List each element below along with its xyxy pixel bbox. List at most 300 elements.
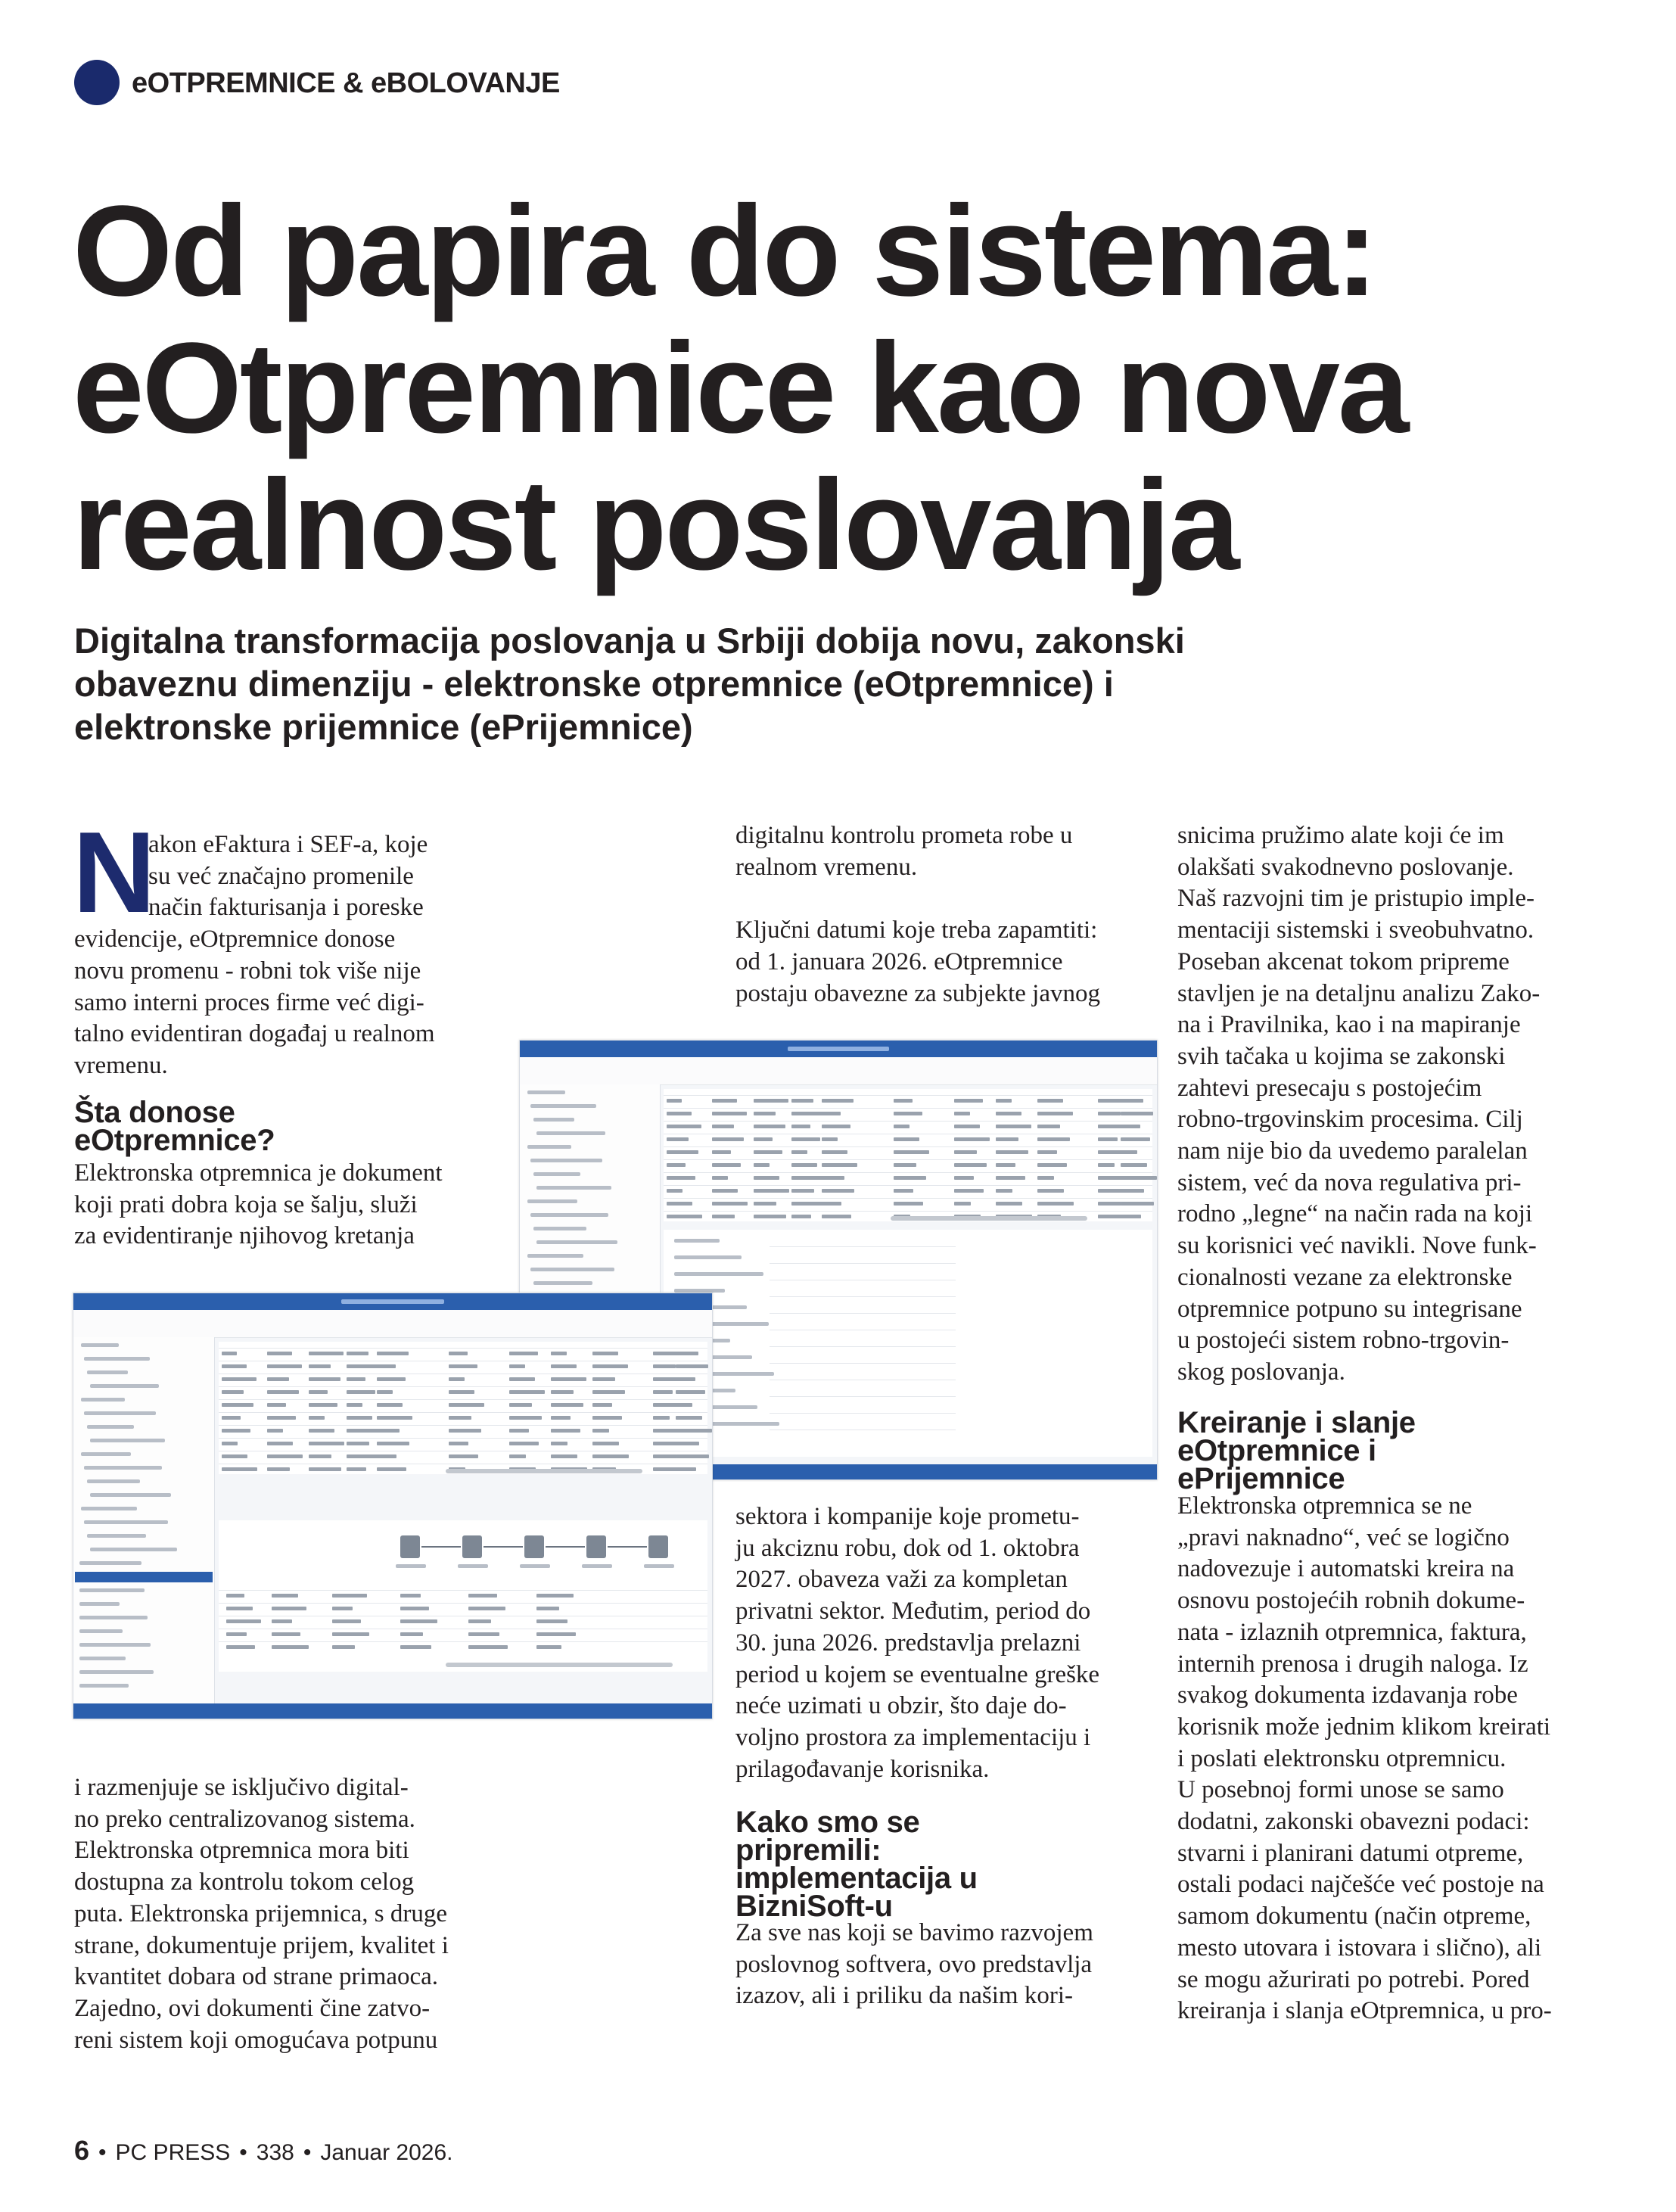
grid-cell	[1121, 1137, 1150, 1141]
grid-cell	[468, 1607, 505, 1610]
body-line: olakšati svakodnevno poslovanje.	[1177, 853, 1514, 881]
window-statusbar	[73, 1703, 712, 1719]
grid-cell	[509, 1416, 542, 1420]
body-line: otpremnice potpuno su integrisane	[1177, 1295, 1522, 1323]
grid-cell	[272, 1594, 298, 1598]
grid-cell	[954, 1202, 971, 1206]
grid-cell	[1098, 1137, 1118, 1141]
grid-cell	[712, 1176, 728, 1180]
body-line: od 1. januara 2026. eOtpremnice	[735, 947, 1063, 975]
sidebar-item	[90, 1384, 159, 1388]
body-line: Za sve nas koji se bavimo razvojem	[735, 1919, 1093, 1946]
flow-step-icon	[524, 1535, 544, 1558]
grid-cell	[954, 1163, 987, 1167]
form-field-line	[770, 1313, 956, 1314]
window-toolbar	[73, 1324, 712, 1338]
grid-cell	[1121, 1189, 1144, 1193]
grid-cell	[449, 1352, 468, 1355]
grid-cell	[222, 1390, 244, 1394]
grid-cell	[712, 1215, 735, 1218]
grid-cell	[309, 1377, 340, 1381]
body-line: dostupna za kontrolu tokom celog	[74, 1868, 415, 1896]
body-line: strane, dokumentuje prijem, kvalitet i	[74, 1931, 449, 1959]
window-toolbar	[73, 1310, 712, 1324]
grid-cell	[509, 1442, 539, 1445]
sidebar-item	[530, 1159, 602, 1162]
grid-cell	[791, 1137, 820, 1141]
grid-cell	[676, 1467, 696, 1471]
grid-cell	[449, 1364, 477, 1368]
grid-cell	[377, 1364, 396, 1368]
body-line: poslovnog softvera, ovo predstavlja	[735, 1950, 1093, 1978]
grid-cell	[592, 1403, 612, 1407]
grid-cell	[1037, 1163, 1067, 1167]
grid-cell	[267, 1467, 290, 1471]
grid-cell	[791, 1189, 814, 1193]
grid-cell	[449, 1454, 478, 1458]
grid-cell	[754, 1150, 782, 1154]
section-label: eOTPREMNICE & eBOLOVANJE	[132, 67, 560, 99]
grid-cell	[1121, 1202, 1154, 1206]
grid-cell	[509, 1429, 529, 1433]
grid-cell	[509, 1403, 532, 1407]
body-line: snicima pružimo alate koji će im	[1177, 822, 1504, 849]
grid-cell	[449, 1403, 484, 1407]
body-line: zahtevi presecaju s postojećim	[1177, 1074, 1482, 1102]
grid-cell	[667, 1215, 702, 1218]
column-1-intro	[74, 829, 475, 1082]
grid-cell	[1037, 1176, 1054, 1180]
grid-cell	[653, 1454, 676, 1458]
grid-cell	[309, 1442, 344, 1445]
sidebar-item	[79, 1588, 145, 1592]
grid-cell	[449, 1390, 474, 1394]
body-line: ju akciznu robu, dok od 1. oktobra	[735, 1534, 1080, 1562]
grid-cell	[222, 1467, 257, 1471]
title-line: Od papira do sistema:	[73, 179, 1376, 323]
grid-row-line	[664, 1172, 1152, 1173]
column-1-body	[74, 1158, 483, 1252]
body-line: za evidentiranje njihovog kretanja	[74, 1222, 415, 1250]
grid-cell	[667, 1176, 695, 1180]
body-line: privatni sektor. Međutim, period do	[735, 1598, 1091, 1626]
sidebar-item	[84, 1466, 162, 1470]
grid-cell	[309, 1454, 331, 1458]
sidebar-item	[87, 1370, 128, 1374]
body-line: se mogu ažurirati po potrebi. Pored	[1177, 1965, 1530, 1993]
body-line: skog poslovanja.	[1177, 1358, 1345, 1386]
section-dot-icon	[74, 60, 120, 105]
grid-cell	[377, 1352, 409, 1355]
body-line: postaju obavezne za subjekte javnog	[735, 979, 1100, 1007]
body-line: evidencije, eOtpremnice donose	[74, 926, 396, 954]
grid-cell	[267, 1442, 293, 1445]
grid-cell	[676, 1352, 698, 1355]
grid-cell	[754, 1125, 785, 1128]
grid-row-line	[664, 1121, 1152, 1122]
grid-cell	[1037, 1202, 1074, 1206]
sidebar-item	[533, 1227, 586, 1230]
body-line: internih prenosa i drugih naloga. Iz	[1177, 1650, 1528, 1678]
grid-cell	[791, 1099, 813, 1103]
grid-cell	[509, 1377, 535, 1381]
grid-cell	[791, 1163, 817, 1167]
grid-cell	[347, 1377, 365, 1381]
heading-line: BizniSoft-u	[735, 1890, 893, 1923]
grid-cell	[347, 1467, 366, 1471]
grid-cell	[592, 1390, 625, 1394]
grid-cell	[894, 1137, 919, 1141]
grid-cell	[400, 1594, 421, 1598]
grid-cell	[309, 1416, 325, 1420]
body-line: i razmenjuje se isključivo digital-	[74, 1774, 409, 1801]
grid-cell	[377, 1454, 396, 1458]
body-line: prilagođavanje korisnika.	[735, 1755, 990, 1783]
sidebar-item	[79, 1616, 148, 1619]
form-field-line	[770, 1413, 956, 1414]
deck-line: elektronske prijemnice (ePrijemnice)	[74, 707, 693, 747]
grid-cell	[400, 1632, 423, 1636]
body-line: izazov, ali i priliku da našim kori-	[735, 1982, 1073, 2010]
flow-connector	[421, 1546, 461, 1548]
grid-row-line	[219, 1603, 707, 1604]
body-line: svakog dokumenta izdavanja robe	[1177, 1682, 1518, 1710]
grid-cell	[226, 1645, 255, 1649]
grid-cell	[272, 1619, 292, 1623]
body-line: sistem, već da nova regulativa pri-	[1177, 1168, 1522, 1196]
documents-grid	[664, 1089, 1152, 1221]
grid-cell	[332, 1645, 355, 1649]
grid-cell	[754, 1202, 776, 1206]
grid-cell	[667, 1163, 686, 1167]
column-1-bottom	[74, 1772, 483, 2056]
article-deck	[74, 619, 1587, 748]
grid-cell	[1098, 1112, 1121, 1115]
grid-cell	[509, 1352, 538, 1355]
grid-cell	[1037, 1189, 1064, 1193]
grid-cell	[226, 1619, 261, 1623]
grid-cell	[996, 1176, 1025, 1180]
heading-line: eOtpremnice i	[1177, 1434, 1376, 1467]
body-line: robno-trgovinskim procesima. Cilj	[1177, 1106, 1523, 1134]
body-line: kvantitet dobara od strane primaoca.	[74, 1963, 439, 1991]
grid-row-line	[219, 1641, 707, 1642]
flow-connector	[484, 1546, 523, 1548]
grid-cell	[791, 1202, 824, 1206]
flow-step-icon	[586, 1535, 606, 1558]
form-label	[674, 1255, 742, 1259]
grid-cell	[791, 1125, 810, 1128]
body-line: dodatni, zakonski obavezni podaci:	[1177, 1808, 1530, 1836]
grid-cell	[332, 1619, 361, 1623]
sidebar-item	[84, 1357, 150, 1361]
body-line: nadovezuje i automatski kreira na	[1177, 1555, 1515, 1583]
grid-cell	[676, 1364, 708, 1368]
grid-cell	[551, 1442, 567, 1445]
grid-cell	[400, 1607, 429, 1610]
grid-cell	[1098, 1202, 1121, 1206]
grid-cell	[267, 1377, 289, 1381]
sidebar-item	[81, 1398, 125, 1402]
sidebar-item	[536, 1131, 605, 1135]
body-line: kreiranja i slanja eOtpremnica, u pro-	[1177, 1997, 1552, 2025]
form-field-line	[770, 1263, 956, 1264]
grid-cell	[791, 1150, 807, 1154]
grid-cell	[822, 1150, 847, 1154]
grid-cell	[996, 1202, 1022, 1206]
grid-cell	[267, 1364, 302, 1368]
drop-cap: N	[73, 828, 156, 917]
body-line: nata - izlaznih otpremnica, faktura,	[1177, 1618, 1527, 1646]
heading-line: ePrijemnice	[1177, 1462, 1345, 1495]
grid-cell	[347, 1442, 369, 1445]
grid-cell	[1037, 1137, 1070, 1141]
grid-cell	[377, 1442, 409, 1445]
grid-cell	[667, 1099, 682, 1103]
grid-cell	[1037, 1125, 1060, 1128]
grid-cell	[332, 1607, 353, 1610]
grid-cell	[347, 1390, 375, 1394]
horizontal-scrollbar	[891, 1216, 1087, 1221]
grid-cell	[712, 1163, 741, 1167]
sidebar-item	[530, 1104, 596, 1108]
body-line: vremenu.	[74, 1051, 168, 1079]
grid-cell	[1121, 1215, 1141, 1218]
grid-cell	[996, 1125, 1031, 1128]
grid-cell	[222, 1454, 247, 1458]
grid-cell	[676, 1390, 705, 1394]
form-field-line	[770, 1396, 956, 1397]
grid-cell	[894, 1189, 913, 1193]
sidebar-item	[79, 1684, 129, 1688]
grid-cell	[309, 1429, 334, 1433]
grid-cell	[592, 1364, 628, 1368]
sidebar-item	[90, 1493, 171, 1497]
grid-cell	[309, 1390, 328, 1394]
grid-cell	[400, 1619, 437, 1623]
document-flow-panel	[219, 1520, 707, 1672]
body-line: svih tačaka u kojima se zakonski	[1177, 1042, 1506, 1070]
grid-cell	[954, 1112, 970, 1115]
heading-line: pripremili:	[735, 1834, 882, 1867]
page-footer: 6 • PC PRESS • 338 • Januar 2026.	[74, 2135, 453, 2166]
grid-row-line	[219, 1399, 707, 1400]
grid-cell	[309, 1403, 337, 1407]
sidebar-item	[84, 1411, 156, 1415]
body-line: stavljen je na detaljnu analizu Zako-	[1177, 979, 1541, 1007]
grid-cell	[1121, 1163, 1147, 1167]
grid-cell	[822, 1099, 854, 1103]
body-line: reni sistem koji omogućava potpunu	[74, 2026, 438, 2054]
grid-cell	[996, 1189, 1012, 1193]
body-line: samo interni proces firme već digi-	[74, 988, 424, 1016]
body-line: period u kojem se eventualne greške	[735, 1660, 1100, 1688]
title-line: realnost poslovanja	[73, 453, 1238, 597]
grid-cell	[377, 1429, 400, 1433]
grid-cell	[822, 1176, 844, 1180]
grid-cell	[551, 1454, 577, 1458]
grid-cell	[309, 1467, 341, 1471]
grid-cell	[754, 1176, 779, 1180]
grid-cell	[1121, 1176, 1157, 1180]
documents-grid	[219, 1342, 707, 1474]
sidebar-item	[533, 1118, 574, 1122]
grid-cell	[267, 1416, 296, 1420]
grid-row-line	[664, 1185, 1152, 1186]
grid-cell	[996, 1137, 1018, 1141]
grid-row-line	[219, 1386, 707, 1387]
grid-cell	[222, 1403, 253, 1407]
flow-step-icon	[648, 1535, 668, 1558]
grid-row-line	[219, 1348, 707, 1349]
body-line: neće uzimati u obzir, što daje do-	[735, 1692, 1067, 1720]
title-line: eOtpremnice kao nova	[73, 316, 1407, 460]
grid-cell	[222, 1377, 257, 1381]
grid-cell	[309, 1352, 344, 1355]
column-2-top	[735, 820, 1144, 1010]
grid-cell	[754, 1112, 776, 1115]
grid-cell	[653, 1390, 673, 1394]
grid-cell	[536, 1607, 559, 1610]
body-line: Elektronska otpremnica je dokument	[74, 1159, 443, 1187]
grid-cell	[449, 1442, 468, 1445]
grid-cell	[954, 1189, 984, 1193]
body-line: U posebnoj formi unose se samo	[1177, 1776, 1504, 1804]
issue-date: Januar 2026.	[320, 2140, 453, 2165]
sidebar-item	[79, 1670, 154, 1674]
grid-cell	[377, 1416, 412, 1420]
grid-cell	[954, 1099, 983, 1103]
grid-cell	[347, 1454, 379, 1458]
grid-cell	[222, 1364, 247, 1368]
grid-cell	[536, 1619, 567, 1623]
grid-cell	[551, 1403, 583, 1407]
grid-cell	[1037, 1112, 1073, 1115]
column-2-bottom	[735, 1501, 1152, 1785]
body-line: mesto utovara i istovara i slično), ali	[1177, 1934, 1542, 1962]
body-line: voljno prostora za implementaciju i	[735, 1723, 1091, 1751]
page-number: 6	[74, 2135, 90, 2166]
sidebar-item	[533, 1172, 580, 1176]
sidebar-item	[79, 1602, 120, 1606]
sidebar-item	[84, 1520, 168, 1524]
flow-step-label	[458, 1564, 488, 1568]
body-line: Naš razvojni tim je pristupio imple-	[1177, 885, 1535, 913]
body-line: Zajedno, ovi dokumenti čine zatvo-	[74, 1994, 431, 2022]
grid-cell	[377, 1390, 393, 1394]
grid-cell	[791, 1112, 823, 1115]
sidebar-item	[536, 1186, 611, 1190]
grid-cell	[676, 1377, 695, 1381]
grid-cell	[551, 1364, 577, 1368]
grid-cell	[551, 1429, 580, 1433]
grid-cell	[309, 1364, 331, 1368]
body-line: su već značajno promenile	[148, 862, 414, 890]
grid-cell	[822, 1189, 854, 1193]
body-line: talno evidentiran događaj u realnom	[74, 1020, 435, 1048]
grid-cell	[822, 1137, 838, 1141]
heading-line: implementacija u	[735, 1862, 978, 1895]
form-label	[674, 1239, 720, 1243]
magazine-name: PC PRESS	[115, 2140, 231, 2165]
grid-row-line	[664, 1159, 1152, 1160]
grid-cell	[347, 1364, 378, 1368]
body-line: samom dokumentu (način otpreme,	[1177, 1902, 1531, 1930]
body-line: koji prati dobra koja se šalju, služi	[74, 1190, 418, 1218]
grid-cell	[1037, 1150, 1057, 1154]
sidebar-item	[530, 1213, 608, 1217]
heading-line: Kako smo se	[735, 1806, 920, 1839]
sidebar-item	[81, 1452, 131, 1456]
grid-cell	[551, 1352, 567, 1355]
grid-cell	[822, 1112, 841, 1115]
flow-step-label	[520, 1564, 550, 1568]
grid-cell	[449, 1429, 481, 1433]
column-3-after-heading	[1177, 1491, 1609, 2027]
grid-cell	[667, 1150, 698, 1154]
grid-cell	[347, 1416, 372, 1420]
grid-cell	[449, 1377, 465, 1381]
sidebar-item	[90, 1548, 177, 1551]
grid-cell	[592, 1442, 619, 1445]
grid-cell	[1121, 1112, 1153, 1115]
heading-line: eOtpremnice?	[74, 1124, 275, 1157]
body-line: realnom vremenu.	[735, 853, 918, 881]
grid-cell	[791, 1215, 811, 1218]
section-heading	[74, 1096, 475, 1157]
grid-cell	[267, 1390, 299, 1394]
grid-cell	[667, 1202, 692, 1206]
grid-cell	[754, 1189, 789, 1193]
flow-connector	[546, 1546, 585, 1548]
grid-cell	[996, 1150, 1028, 1154]
grid-cell	[468, 1619, 491, 1623]
sidebar-item	[527, 1145, 571, 1149]
grid-row-line	[664, 1198, 1152, 1199]
grid-cell	[712, 1125, 734, 1128]
body-line: nam nije bio da uvedemo paralelan	[1177, 1137, 1528, 1165]
grid-cell	[272, 1632, 300, 1636]
body-line: u postojeći sistem robno-trgovin-	[1177, 1327, 1510, 1355]
grid-cell	[996, 1099, 1012, 1103]
body-line: Elektronska otpremnica se ne	[1177, 1492, 1472, 1520]
grid-cell	[222, 1416, 241, 1420]
grid-cell	[592, 1377, 615, 1381]
grid-cell	[754, 1099, 788, 1103]
heading-line: Kreiranje i slanje	[1177, 1406, 1416, 1439]
sidebar-item	[527, 1199, 577, 1203]
form-field-line	[770, 1246, 956, 1247]
grid-cell	[272, 1607, 306, 1610]
grid-cell	[894, 1112, 922, 1115]
body-line: korisnik može jednim klikom kreirati	[1177, 1713, 1551, 1741]
flow-step-label	[644, 1564, 674, 1568]
grid-cell	[1121, 1150, 1137, 1154]
deck-line: Digitalna transformacija poslovanja u Srbiji dobija novu, zakonski	[74, 621, 1185, 661]
grid-cell	[996, 1112, 1021, 1115]
sidebar-item	[536, 1240, 617, 1244]
grid-cell	[536, 1594, 574, 1598]
grid-cell	[667, 1112, 692, 1115]
grid-cell	[822, 1215, 851, 1218]
grid-cell	[676, 1454, 709, 1458]
body-line: digitalnu kontrolu prometa robe u	[735, 822, 1073, 849]
grid-cell	[509, 1454, 526, 1458]
grid-cell	[667, 1189, 683, 1193]
grid-cell	[894, 1099, 913, 1103]
grid-cell	[377, 1377, 406, 1381]
software-screenshot-documents-list	[73, 1293, 713, 1719]
